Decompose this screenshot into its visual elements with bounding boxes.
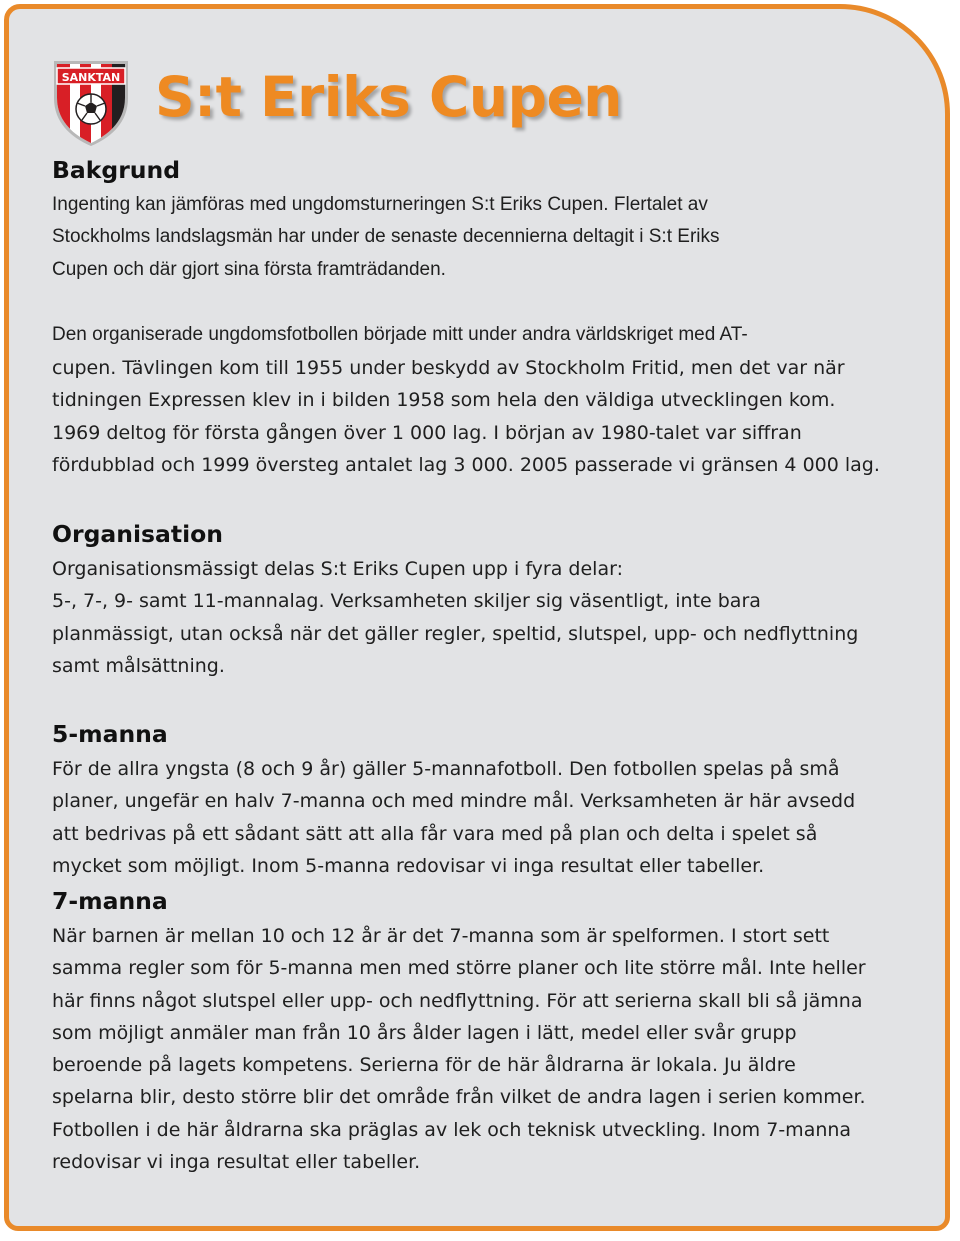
text-line: planer, ungefär en halv 7-manna och med mindre mål. Verksamheten är här avsedd [52,790,856,813]
text-line: Ingenting kan jämföras med ungdomsturneringen S:t Eriks Cupen. Flertalet av [52,194,708,215]
text-line: Organisationsmässigt delas S:t Eriks Cupen upp i fyra delar: [52,558,623,580]
text-line: här finns något slutspel eller upp- och nedflyttning. För att serierna skall bli så jämna [52,989,863,1012]
text-line: Den organiserade ungdomsfotbollen började mitt under andra världskriget med AT- [52,324,748,345]
heading-7-manna: 7-manna [52,887,168,915]
text-line: samt målsättning. [52,654,225,677]
text-line: 1969 deltog för första gången över 1 000 lag. I början av 1980-talet var siffran [52,421,802,444]
heading-bakgrund: Bakgrund [52,156,181,184]
sanktan-shield-logo [52,54,130,146]
text-line: mycket som möjligt. Inom 5-manna redovisar vi inga resultat eller tabeller. [52,854,765,877]
heading-5-manna: 5-manna [52,720,168,748]
text-line: planmässigt, utan också när det gäller regler, speltid, slutspel, upp- och nedflyttning [52,622,859,645]
text-line: För de allra yngsta (8 och 9 år) gäller 5-mannafotboll. Den fotbollen spelas på små [52,758,840,780]
text-line: beroende på lagets kompetens. Serierna för de här åldrarna är lokala. Ju äldre [52,1054,796,1077]
text-line: cupen. Tävlingen kom till 1955 under beskydd av Stockholm Fritid, men det var när [52,357,845,379]
paragraph-bakgrund-2-part-1 [52,319,748,351]
text-line: Stockholms landslagsmän har under de senaste decennierna deltagit i S:t Eriks [52,226,720,248]
heading-organisation: Organisation [52,520,224,548]
text-line: som möjligt anmäler man från 10 års ålder lagen i lätt, medel eller svår grupp [52,1021,797,1044]
text-line: samma regler som för 5-manna men med större planer och lite större mål. Inte heller [52,957,866,980]
text-line: spelarna blir, desto större blir det område från vilket de andra lagen i serien kommer. [52,1086,866,1109]
page-title: S:t Eriks Cupen [155,65,622,129]
text-line: 5-, 7-, 9- samt 11-mannalag. Verksamheten skiljer sig väsentligt, inte bara [52,590,761,613]
text-line: Fotbollen i de här åldrarna ska präglas av lek och teknisk utveckling. Inom 7-manna [52,1118,852,1141]
text-line: att bedrivas på ett sådant sätt att alla får vara med på plan och delta i spelet så [52,822,818,845]
text-line: När barnen är mellan 10 och 12 år är det 7-manna som är spelformen. I stort sett [52,925,830,947]
text-line: redovisar vi inga resultat eller tabeller. [52,1151,421,1174]
paragraph-5-manna [52,753,855,882]
paragraph-bakgrund-1 [52,189,720,286]
text-line: fördubblad och 1999 översteg antalet lag 3 000. 2005 passerade vi gränsen 4 000 lag. [52,453,880,476]
text-line: Cupen och där gjort sina första framträdanden. [52,258,446,280]
text-line: tidningen Expressen klev in i bilden 1958 som hela den väldiga utvecklingen kom. [52,389,836,412]
logo-text: SANKTAN [61,71,121,84]
paragraph-bakgrund-2-part-2 [52,352,880,481]
paragraph-7-manna [52,920,866,1178]
paragraph-organisation [52,553,858,682]
